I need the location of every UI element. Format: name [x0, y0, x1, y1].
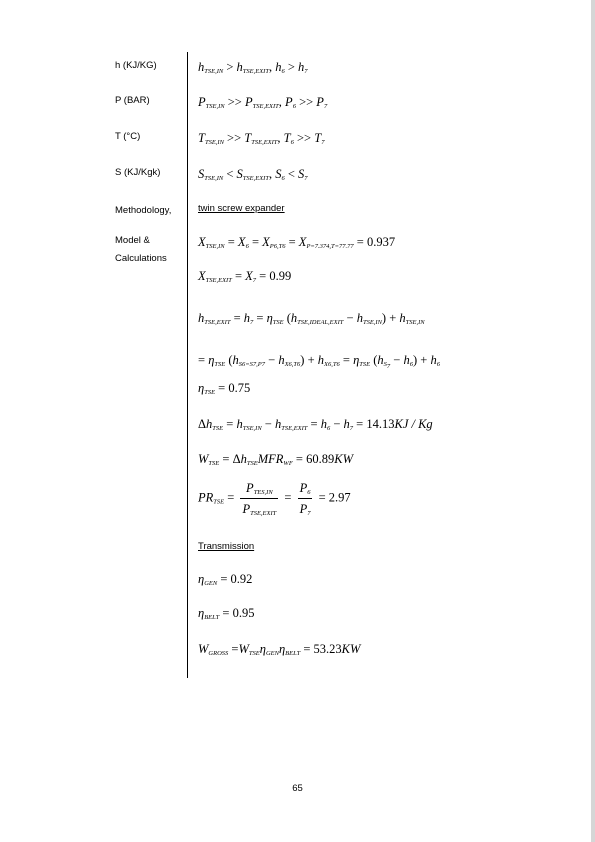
label-model: Model &	[115, 235, 150, 246]
temperature-relation: $T_{TSE,IN} >> T_{TSE,EXIT}$, $T_6 >> T_7$	[198, 131, 325, 146]
gross-work-equation: $W_{GROSS} =W_{TSE}\eta_{GEN}\eta_{BELT} = 53.23KW$	[198, 642, 361, 657]
enthalpy-drop-equation: $\Delta h_{TSE} = h_{TSE,IN} - h_{TSE,EXIT} = h_6 - h_7 = 14.13KJ / Kg$	[198, 417, 433, 432]
pressure-ratio-equation: $PR_{TSE}$ = $\frac{P_{TES,IN}}{P_{TSE,EXIT}}$ = $\frac{P_6}{P_7}$ = 2.97	[198, 481, 351, 517]
label-calculations: Calculations	[115, 253, 167, 264]
expander-work-equation: $W_{TSE} = \Delta h_{TSE}MFR_{WF} = 60.89KW$	[198, 452, 353, 467]
column-divider	[187, 52, 188, 678]
exit-enthalpy-expansion: = $\eta_{TSE}$ $(h_{S6=S7,P7} - h_{X6,T6}) + h_{X6,T6} = \eta_{TSE}$ $(h_{S_7} - h_6) + h_6$	[198, 353, 440, 370]
label-enthalpy: h (KJ/KG)	[115, 60, 157, 71]
page-number: 65	[292, 783, 303, 794]
exit-enthalpy-equation: $h_{TSE,EXIT} = h_7 = \eta_{TSE}$ $(h_{TSE,IDEAL,EXIT} - h_{TSE,IN}) + h_{TSE,IN}$	[198, 311, 425, 326]
label-entropy: S (KJ/Kgk)	[115, 167, 161, 178]
generator-efficiency-equation: $\eta_{GEN} = 0.92$	[198, 572, 253, 587]
enthalpy-relation: $h_{TSE,IN} > h_{TSE,EXIT}$, $h_6 > h_7$	[198, 60, 308, 75]
belt-efficiency-equation: $\eta_{BELT} = 0.95$	[198, 606, 255, 621]
transmission-title: Transmission	[198, 541, 255, 552]
quality-exit-equation: $X_{TSE,EXIT} = X_7 = 0.99$	[198, 269, 292, 284]
pressure-relation: $P_{TSE,IN} >> P_{TSE,EXIT}$, $P_6 >> P_7$	[198, 95, 328, 110]
label-temperature: T (°C)	[115, 131, 141, 142]
entropy-relation: $S_{TSE,IN} < S_{TSE,EXIT}$, $S_6 < S_7$	[198, 167, 308, 182]
method-title: twin screw expander	[198, 203, 285, 214]
label-pressure: P (BAR)	[115, 95, 150, 106]
quality-inlet-equation: $X_{TSE,IN} = X_6 = X_{P6,T6} = X_{P=7.374,T=77.77} = 0.937$	[198, 235, 396, 250]
label-methodology: Methodology,	[115, 205, 172, 216]
page-edge	[591, 0, 595, 842]
isentropic-efficiency-equation: $\eta_{TSE} = 0.75$	[198, 381, 251, 396]
